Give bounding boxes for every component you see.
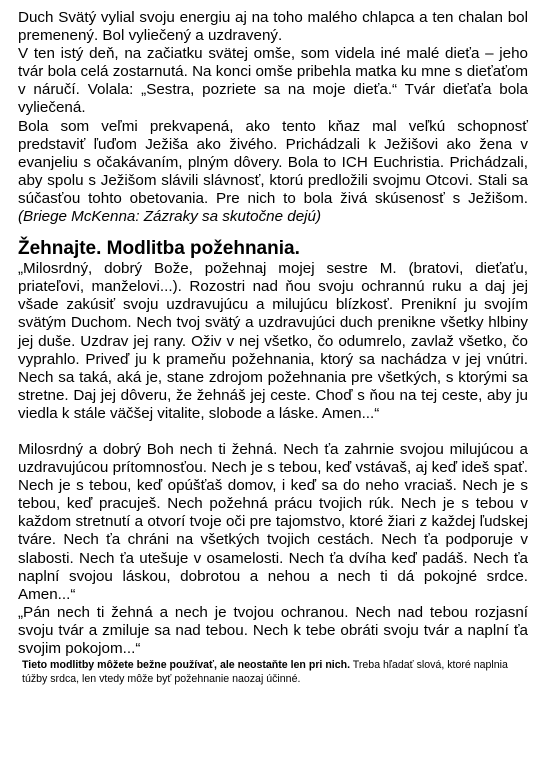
footer-note-normal: Treba hľadať slová, ktoré naplnia túžby srdca, len vtedy môže byť požehnanie naozaj účinné. [22,659,508,686]
document-content [18,9,528,686]
blessing-prayer: „Milosrdný, dobrý Bože, požehnaj mojej sestre M. (bratovi, dieťaťu, priateľovi, manželovi...). Rozostri nad ňou svoju ochrannú ruku a daj jej všade zakúsiť svoju uzdravujúcu a milujúcu blízkosť. Prenikní ju svojím svätým Duchom. Nech tvoj svätý a uzdravujúci duch prenikne všetky hlbiny jej duše. Uzdrav jej rany. Oživ v nej všetko, čo odumrelo, zavlaž všetko, čo vyprahlo. Priveď ju k prameňu požehnania, ktorý sa nachádza v jej vnútri. Nech sa taká, aká je, stane zdrojom požehnania pre všetkých, s ktorými sa stretne. Daj jej dôveru, že žehnáš jej ceste. Choď s ňou na tej ceste, aby ju viedla k stále väčšej vitalite, slobode a láske. Amen...“ [18,260,528,422]
blessing-heading: Žehnajte. Modlitba požehnania. [18,238,300,260]
blessing-second-prayer: Milosrdný a dobrý Boh nech ti žehná. Nech ťa zahrnie svojou milujúcou a uzdravujúcou prítomnosťou. Nech je s tebou, keď vstávaš, aj keď ideš spať. Nech je s tebou, keď opúšťaš domov, i keď sa do neho vraciaš. Nech je s tebou, keď pracuješ. Nech požehná prácu tvojich rúk. Nech je s tebou v každom stretnutí a otvorí tvoje oči pre tajomstvo, ktoré žiari z každej ľudskej tváre. Nech ťa chráni na všetkých tvojich cestách. Nech ťa podporuje v slabosti. Nech ťa utešuje v osamelosti. Nech ťa dvíha keď padáš. Nech ťa naplní svojou láskou, dobrotou a nehou a nech ti dá pokojné srdce. Amen...“ [18,440,528,603]
paragraph-spacer [18,423,528,441]
intro-paragraph-priest [18,118,528,227]
footer-note-bold: Tieto modlitby môžete bežne používať, ale neostaňte len pri nich. [22,659,351,672]
intro-paragraph-healing: Duch Svätý vylial svoju energiu aj na toho malého chlapca a ten chalan bol premenený. Bol vyliečený a uzdravený. [18,9,528,45]
blessing-third-prayer: „Pán nech ti žehná a nech je tvojou ochranou. Nech nad tebou rozjasní svoju tvár a zmiluje sa nad tebou. Nech k tebe obráti svoju tvár a naplní ťa svojim pokojom...“ [18,603,528,657]
footer-note [18,658,528,686]
intro-paragraph-child: V ten istý deň, na začiatku svätej omše, som videla iné malé dieťa – jeho tvár bola celá zostarnutá. Na konci omše pribehla matka ku mne s dieťaťom v náručí. Volala: „Sestra, pozriete sa na moje dieťa.“ Tvár dieťaťa bola vyliečená. [18,45,528,117]
intro-paragraph-priest-text: Bola som veľmi prekvapená, ako tento kňaz mal veľkú schopnosť predstaviť ľuďom Ježiša ako živého. Prichádzali k Ježišovi ako žena v evanjeliu s očakávaním, plným dôvery. Bola to ICH Euchristia. Prichádzali, aby spolu s Ježišom slávili slávnosť, ktorú predložili svojmu Otcovi. Stali sa súčasťou tohto obetovania. Pre nich to bola živá skúsenosť s Ježišom. [18,117,528,207]
source-citation: (Briege McKenna: Zázraky sa skutočne dejú) [18,208,322,226]
